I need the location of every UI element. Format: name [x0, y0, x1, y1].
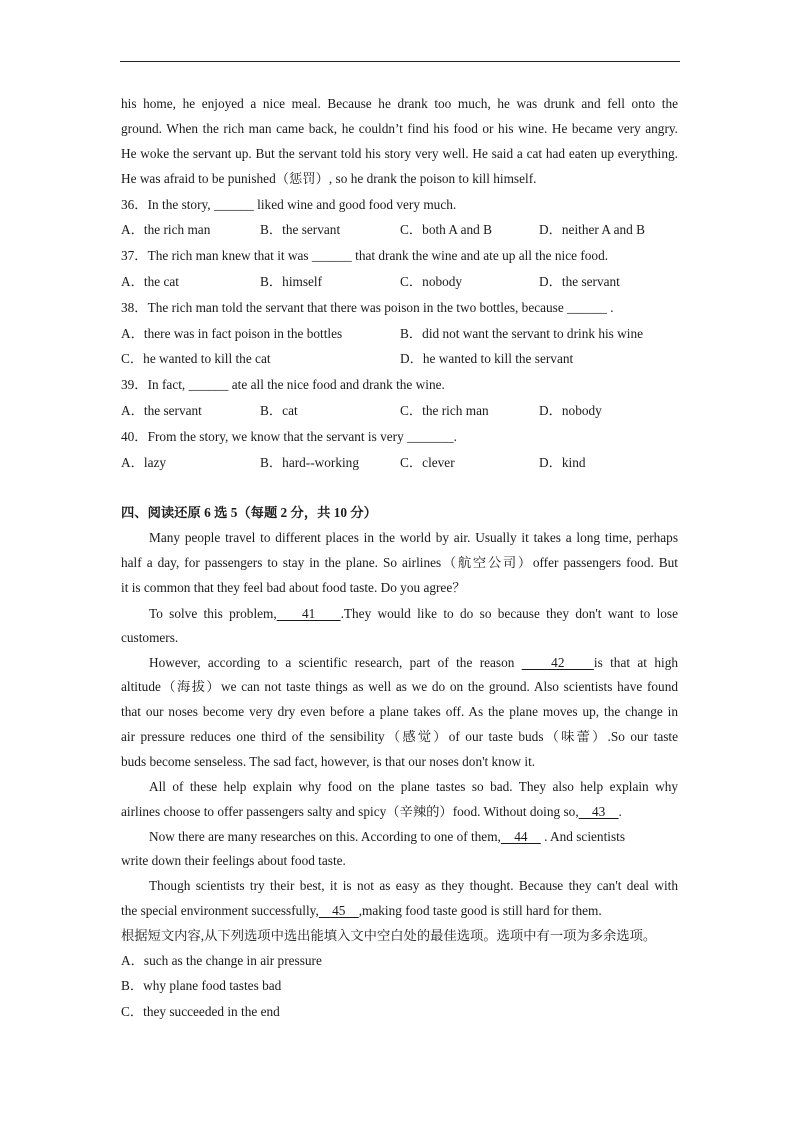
question-38-stem: 38．The rich man told the servant that there was poison in the two bottles, because ______ .	[121, 300, 614, 315]
question-36-stem: 36．In the story, ______ liked wine and good food very much.	[121, 197, 457, 212]
passage-line: Though scientists try their best, it is not as easy as they thought. Because they can't deal with	[149, 878, 678, 893]
q38-option-d[interactable]: D．he wanted to kill the servant	[400, 351, 574, 366]
q38-option-a[interactable]: A．there was in fact poison in the bottles	[121, 326, 343, 341]
answer-option-c[interactable]: C．they succeeded in the end	[121, 1004, 280, 1019]
passage-line	[121, 803, 622, 821]
blank-43[interactable]: 43	[578, 804, 619, 819]
answer-option-a[interactable]: A．such as the change in air pressure	[121, 953, 322, 968]
passage-text: .They would like to do so because they don't want to lose	[340, 606, 678, 621]
q39-option-d[interactable]: D．nobody	[539, 403, 602, 418]
passage-line	[149, 605, 678, 623]
q36-option-d[interactable]: D．neither A and B	[539, 222, 645, 237]
header-rule	[120, 61, 680, 62]
passage-line: write down their feelings about food taste.	[121, 853, 346, 868]
q38-option-b[interactable]: B．did not want the servant to drink his wine	[400, 326, 644, 341]
passage-line: All of these help explain why food on the plane tastes so bad. They also help explain why	[149, 779, 678, 794]
blank-45[interactable]: 45	[318, 903, 359, 918]
q39-option-c[interactable]: C．the rich man	[400, 403, 489, 418]
q39-option-a[interactable]: A．the servant	[121, 403, 202, 418]
passage-line	[149, 654, 678, 672]
passage-line: customers.	[121, 630, 179, 645]
question-40-stem: 40．From the story, we know that the servant is very _______.	[121, 429, 457, 444]
passage-line: ground. When the rich man came back, he couldn’t find his food or his wine. He became very angry.	[121, 121, 678, 136]
passage-line: his home, he enjoyed a nice meal. Because he drank too much, he was drunk and fell onto the	[121, 96, 678, 111]
q37-option-b[interactable]: B．himself	[260, 274, 323, 289]
passage-line: air pressure reduces one third of the sensibility（感觉）of our taste buds（味蕾）.So our taste	[121, 729, 678, 744]
passage-line: that our noses become very dry even before a plane takes off. As the plane moves up, the change in	[121, 704, 678, 719]
blank-44[interactable]: 44	[500, 829, 541, 844]
q40-option-b[interactable]: B．hard--working	[260, 455, 359, 470]
q37-option-a[interactable]: A．the cat	[121, 274, 179, 289]
passage-line	[121, 902, 602, 920]
q40-option-a[interactable]: A．lazy	[121, 455, 167, 470]
question-37-stem: 37．The rich man knew that it was ______ that drank the wine and ate up all the nice food.	[121, 248, 609, 263]
passage-line: Many people travel to different places in the world by air. Usually it takes a long time, perhaps	[149, 530, 678, 545]
q38-option-c[interactable]: C．he wanted to kill the cat	[121, 351, 271, 366]
q36-option-c[interactable]: C．both A and B	[400, 222, 492, 237]
passage-line: He was afraid to be punished（惩罚）, so he drank the poison to kill himself.	[121, 171, 537, 186]
q39-option-b[interactable]: B．cat	[260, 403, 298, 418]
passage-text: airlines choose to offer passengers salty and spicy（辛辣的）food. Without doing so,	[121, 804, 579, 819]
passage-line: half a day, for passengers to stay in the plane. So airlines（航空公司）offer passengers food. But	[121, 555, 678, 570]
passage-text: Now there are many researches on this. According to one of them,	[149, 829, 501, 844]
instruction-text: 根据短文内容,从下列选项中选出能填入文中空白处的最佳选项。选项中有一项为多余选项。	[121, 928, 657, 943]
passage-text: However, according to a scientific research, part of the reason	[149, 655, 522, 670]
passage-line: He woke the servant up. But the servant told his story very well. He said a cat had eaten up everything.	[121, 146, 678, 161]
passage-text: ,making food taste good is still hard for them.	[358, 903, 602, 918]
passage-text: . And scientists	[540, 829, 625, 844]
question-39-stem: 39．In fact, ______ ate all the nice food and drank the wine.	[121, 377, 445, 392]
passage-text: .	[618, 804, 622, 819]
passage-text: is that at high	[593, 655, 678, 670]
passage-line: it is common that they feel bad about food taste. Do you agree？	[121, 580, 466, 595]
blank-41[interactable]: 41	[276, 606, 341, 621]
section-heading: 四、阅读还原 6 选 5（每题 2 分，共 10 分）	[121, 505, 377, 520]
blank-42[interactable]: 42	[521, 655, 594, 670]
q36-option-a[interactable]: A．the rich man	[121, 222, 211, 237]
q36-option-b[interactable]: B．the servant	[260, 222, 341, 237]
answer-option-b[interactable]: B．why plane food tastes bad	[121, 978, 282, 993]
q37-option-d[interactable]: D．the servant	[539, 274, 620, 289]
q37-option-c[interactable]: C．nobody	[400, 274, 463, 289]
q40-option-c[interactable]: C．clever	[400, 455, 455, 470]
passage-line: buds become senseless. The sad fact, however, is that our noses don't know it.	[121, 754, 536, 769]
passage-text: To solve this problem,	[149, 606, 277, 621]
passage-line: altitude（海拔）we can not taste things as well as we do on the ground. Also scientists have found	[121, 679, 678, 694]
passage-line	[149, 828, 678, 846]
q40-option-d[interactable]: D．kind	[539, 455, 586, 470]
passage-text: the special environment successfully,	[121, 903, 319, 918]
